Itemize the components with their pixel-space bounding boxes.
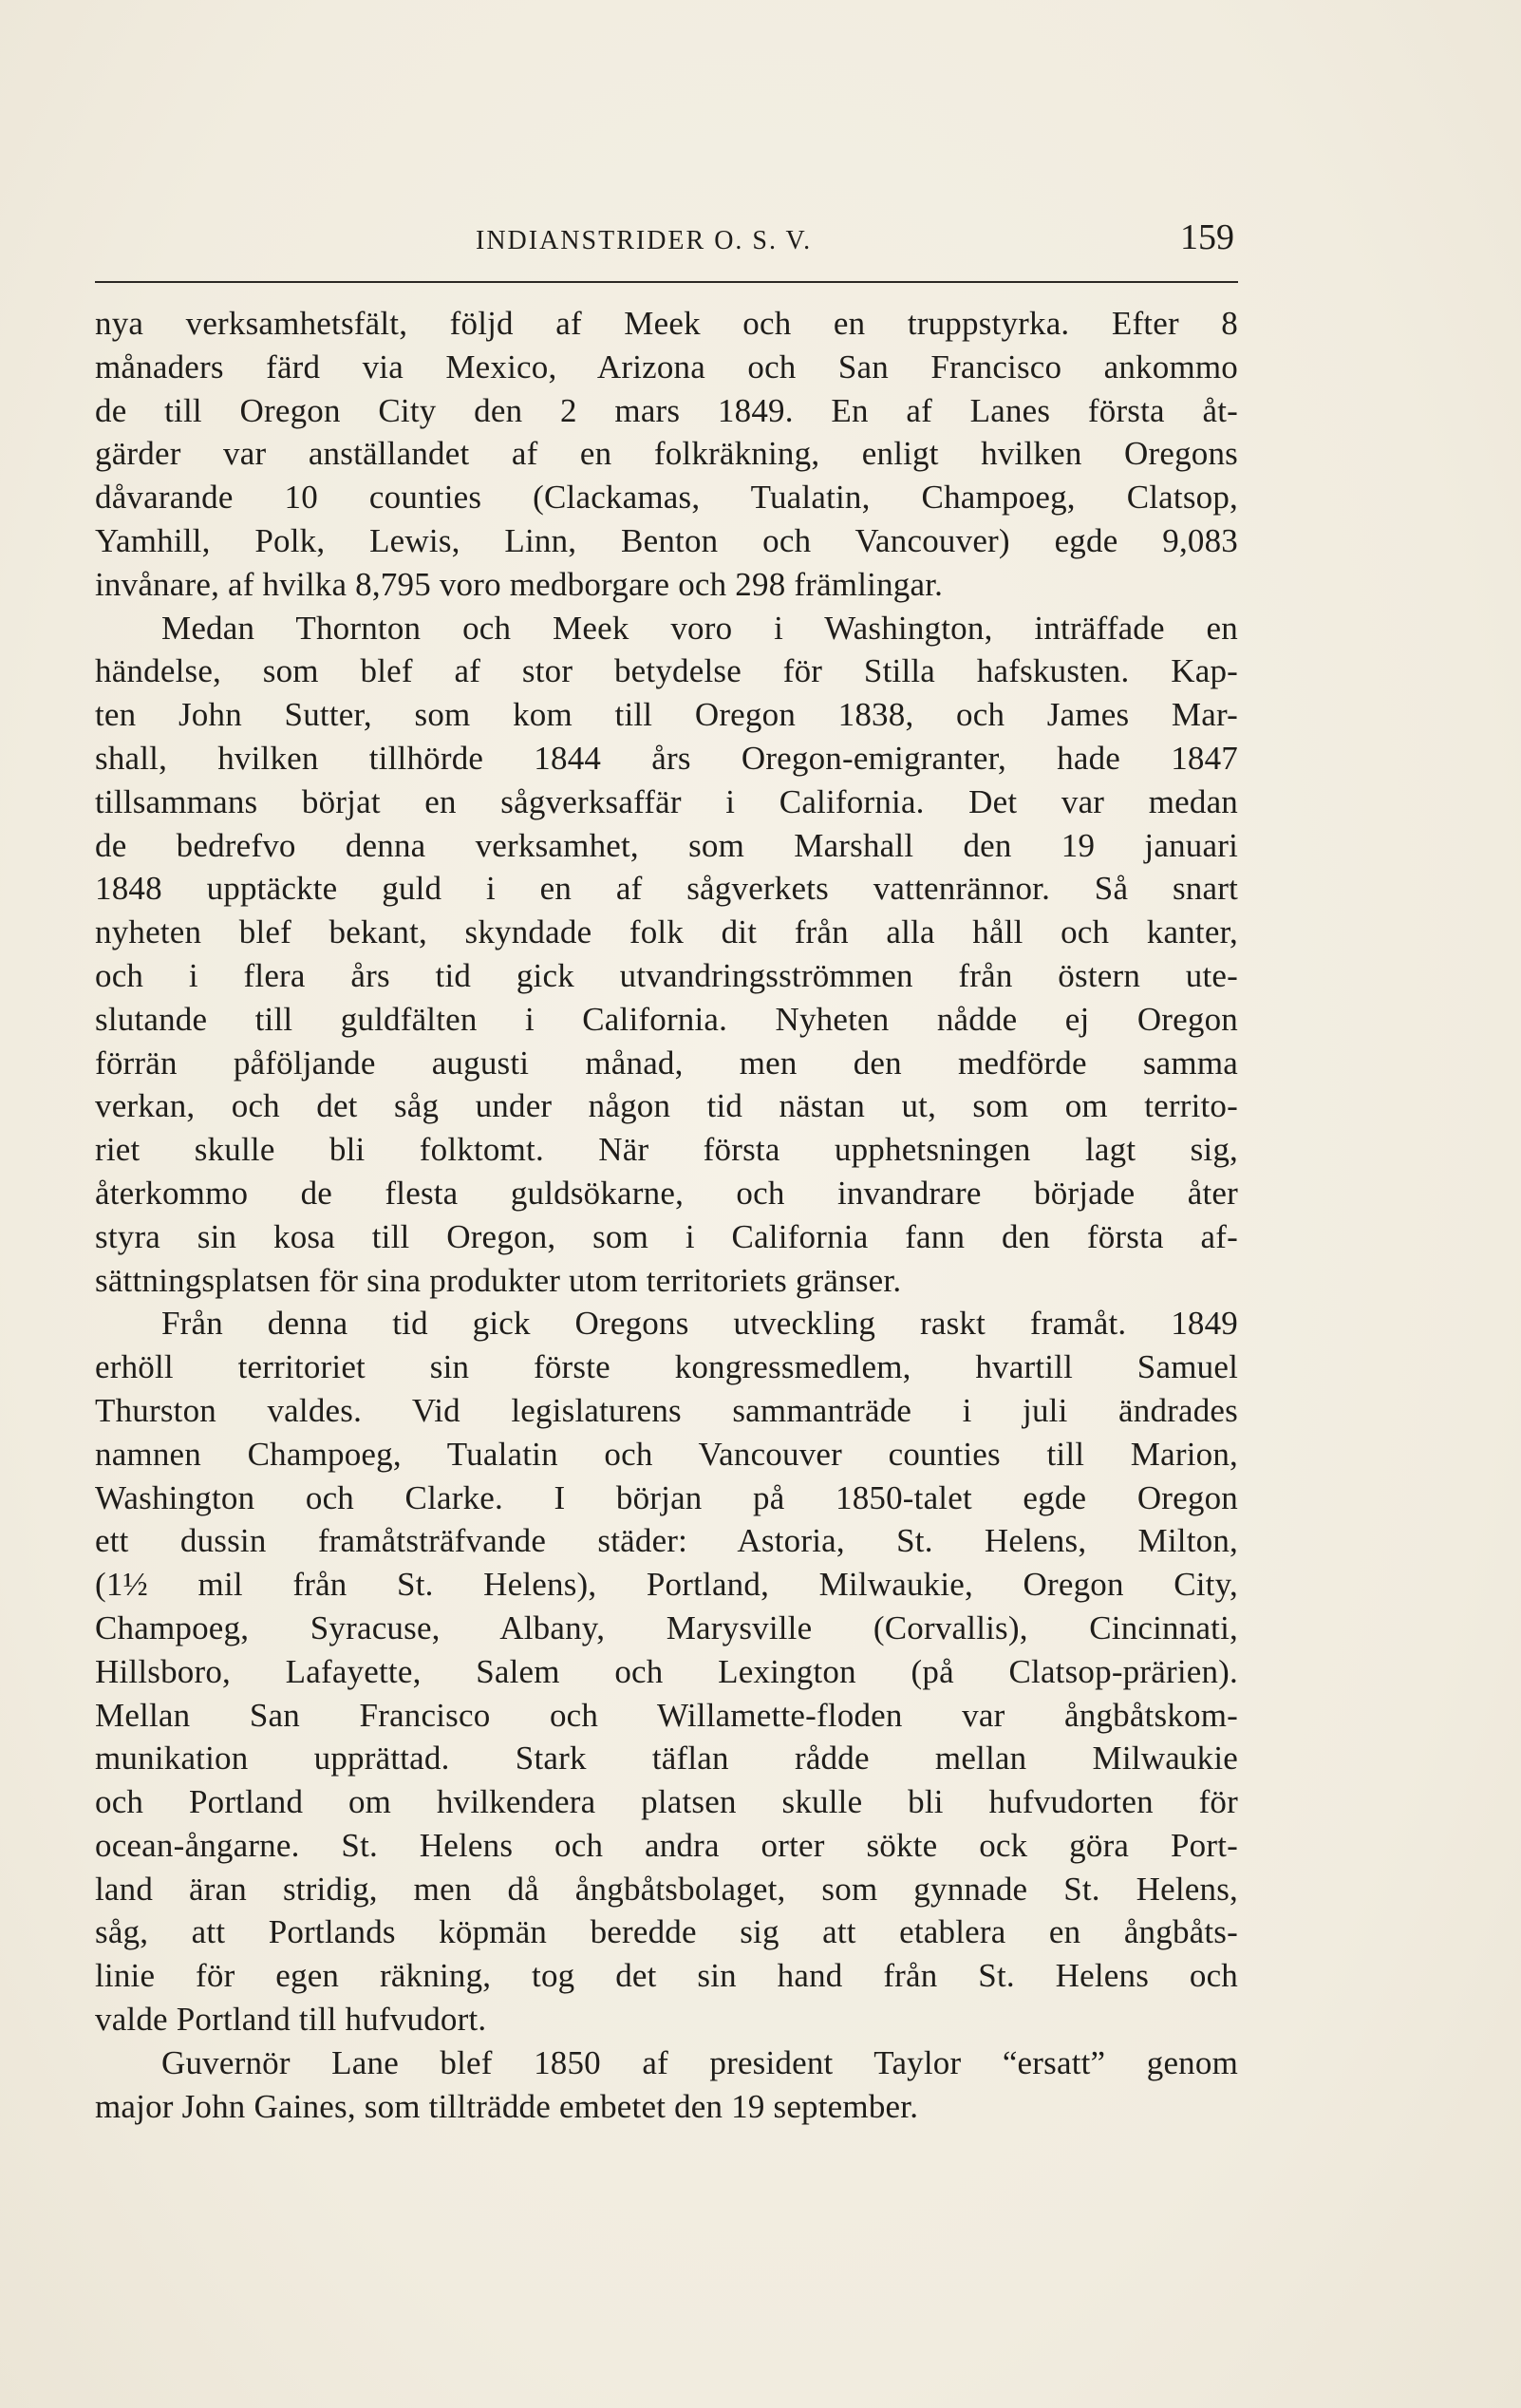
- text-line: månaders färd via Mexico, Arizona och San Francisco ankommo: [95, 348, 1238, 386]
- text-line: Mellan San Francisco och Willamette-floden var ångbåtskom-: [95, 1696, 1238, 1734]
- running-head: [95, 216, 1238, 264]
- text-line: riet skulle bli folktomt. När första upphetsningen lagt sig,: [95, 1131, 1238, 1169]
- text-line: namnen Champoeg, Tualatin och Vancouver counties till Marion,: [95, 1435, 1238, 1473]
- text-line: och i flera års tid gick utvandringsströmmen från östern ute-: [95, 956, 1238, 994]
- text-line: tillsammans börjat en sågverksaffär i California. Det var medan: [95, 782, 1238, 820]
- text-line: ett dussin framåtsträfvande städer: Astoria, St. Helens, Milton,: [95, 1522, 1238, 1560]
- header-rule: [95, 281, 1238, 283]
- text-line: Yamhill, Polk, Lewis, Linn, Benton och Vancouver) egde 9,083: [95, 521, 1238, 559]
- text-line: valde Portland till hufvudort.: [95, 2001, 487, 2039]
- text-line: ocean-ångarne. St. Helens och andra orter sökte ock göra Port-: [95, 1826, 1238, 1864]
- text-line: händelse, som blef af stor betydelse för Stilla hafskusten. Kap-: [95, 652, 1238, 690]
- text-line: Från denna tid gick Oregons utveckling raskt framåt. 1849: [161, 1305, 1238, 1343]
- text-line: de till Oregon City den 2 mars 1849. En af Lanes första åt-: [95, 391, 1238, 429]
- text-line: Guvernör Lane blef 1850 af president Taylor “ersatt” genom: [161, 2043, 1238, 2081]
- text-line: major John Gaines, som tillträdde embetet den 19 september.: [95, 2087, 919, 2125]
- text-line: 1848 upptäckte guld i en af sågverkets vattenrännor. Så snart: [95, 870, 1238, 908]
- text-line: dåvarande 10 counties (Clackamas, Tualatin, Champoeg, Clatsop,: [95, 479, 1238, 517]
- text-line: shall, hvilken tillhörde 1844 års Oregon-emigranter, hade 1847: [95, 739, 1238, 777]
- text-line: Hillsboro, Lafayette, Salem och Lexington (på Clatsop-prärien).: [95, 1652, 1238, 1690]
- text-line: erhöll territoriet sin förste kongressmedlem, hvartill Samuel: [95, 1348, 1238, 1386]
- text-line: och Portland om hvilkendera platsen skulle bli hufvudorten för: [95, 1783, 1238, 1821]
- text-line: styra sin kosa till Oregon, som i California fann den första af-: [95, 1217, 1238, 1255]
- text-line: verkan, och det såg under någon tid nästan ut, som om territo-: [95, 1087, 1238, 1125]
- text-line: linie för egen räkning, tog det sin hand från St. Helens och: [95, 1957, 1238, 1995]
- text-line: Thurston valdes. Vid legislaturens sammanträde i juli ändrades: [95, 1391, 1238, 1429]
- text-line: invånare, af hvilka 8,795 voro medborgare och 298 främlingar.: [95, 565, 944, 603]
- text-line: nya verksamhetsfält, följd af Meek och en truppstyrka. Efter 8: [95, 305, 1238, 342]
- text-line: återkommo de flesta guldsökarne, och invandrare började åter: [95, 1174, 1238, 1212]
- text-line: slutande till guldfälten i California. Nyheten nådde ej Oregon: [95, 1000, 1238, 1038]
- text-line: Washington och Clarke. I början på 1850-talet egde Oregon: [95, 1478, 1238, 1516]
- page-number: 159: [1180, 217, 1234, 257]
- text-line: Champoeg, Syracuse, Albany, Marysville (Corvallis), Cincinnati,: [95, 1608, 1238, 1646]
- text-line: munikation upprättad. Stark täflan rådde mellan Milwaukie: [95, 1740, 1238, 1778]
- running-title: INDIANSTRIDER O. S. V.: [476, 226, 813, 255]
- text-line: såg, att Portlands köpmän beredde sig att etablera en ångbåts-: [95, 1913, 1238, 1951]
- text-line: förrän påföljande augusti månad, men den medförde samma: [95, 1044, 1238, 1082]
- body-text: [95, 302, 1238, 2128]
- text-line: de bedrefvo denna verksamhet, som Marshall den 19 januari: [95, 826, 1238, 864]
- text-line: Medan Thornton och Meek voro i Washington, inträffade en: [161, 609, 1238, 647]
- text-line: sättningsplatsen för sina produkter utom territoriets gränser.: [95, 1261, 902, 1299]
- text-line: land äran stridig, men då ångbåtsbolaget, som gynnade St. Helens,: [95, 1870, 1238, 1908]
- text-line: (1½ mil från St. Helens), Portland, Milwaukie, Oregon City,: [95, 1566, 1238, 1604]
- text-line: gärder var anställandet af en folkräkning, enligt hvilken Oregons: [95, 435, 1238, 473]
- text-line: nyheten blef bekant, skyndade folk dit från alla håll och kanter,: [95, 913, 1238, 951]
- text-line: ten John Sutter, som kom till Oregon 1838, och James Mar-: [95, 696, 1238, 734]
